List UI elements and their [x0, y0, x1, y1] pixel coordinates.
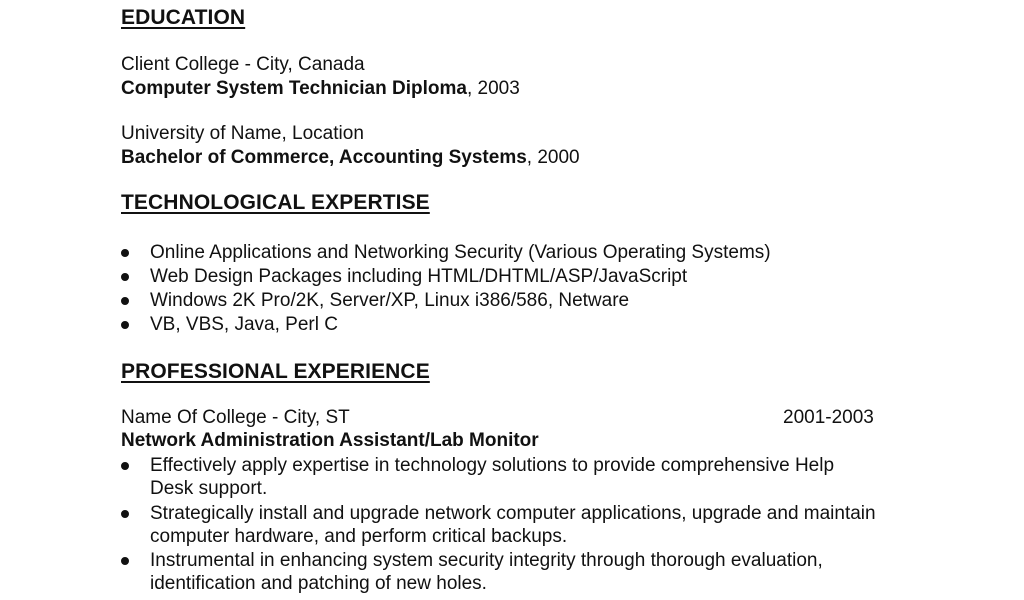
experience-dates: 2001-2003 — [783, 407, 874, 428]
expertise-item: Web Design Packages including HTML/DHTML/ASP/JavaScript — [150, 266, 688, 287]
bullet-icon — [121, 510, 129, 518]
education-degree-line-1 — [121, 77, 520, 101]
expertise-heading: TECHNOLOGICAL EXPERTISE — [121, 191, 430, 214]
expertise-item: Online Applications and Networking Security (Various Operating Systems) — [150, 242, 771, 263]
experience-bullet: Instrumental in enhancing system security integrity through thorough evaluation, identification and patching of new holes. — [150, 550, 823, 594]
education-year-1: , 2003 — [466, 78, 520, 99]
expertise-item: Windows 2K Pro/2K, Server/XP, Linux i386/586, Netware — [150, 290, 630, 311]
education-school-2: University of Name, Location — [121, 123, 364, 144]
education-degree-1: Computer System Technician Diploma — [121, 78, 467, 99]
bullet-icon — [121, 273, 129, 281]
experience-title: Network Administration Assistant/Lab Monitor — [121, 430, 539, 451]
education-degree-line-2 — [121, 146, 580, 170]
bullet-icon — [121, 462, 129, 470]
bullet-icon — [121, 249, 129, 257]
experience-employer: Name Of College - City, ST — [121, 407, 350, 428]
education-degree-2: Bachelor of Commerce, Accounting Systems — [121, 147, 527, 168]
experience-heading: PROFESSIONAL EXPERIENCE — [121, 360, 430, 383]
education-school-1: Client College - City, Canada — [121, 54, 365, 75]
expertise-item: VB, VBS, Java, Perl C — [150, 314, 338, 335]
bullet-icon — [121, 557, 129, 565]
bullet-icon — [121, 297, 129, 305]
experience-bullet: Effectively apply expertise in technology solutions to provide comprehensive Help Desk support. — [150, 455, 835, 499]
bullet-icon — [121, 321, 129, 329]
experience-bullet: Strategically install and upgrade network computer applications, upgrade and maintain computer hardware, and perform critical backups. — [150, 503, 876, 547]
education-heading: EDUCATION — [121, 6, 246, 29]
education-year-2: , 2000 — [526, 147, 580, 168]
